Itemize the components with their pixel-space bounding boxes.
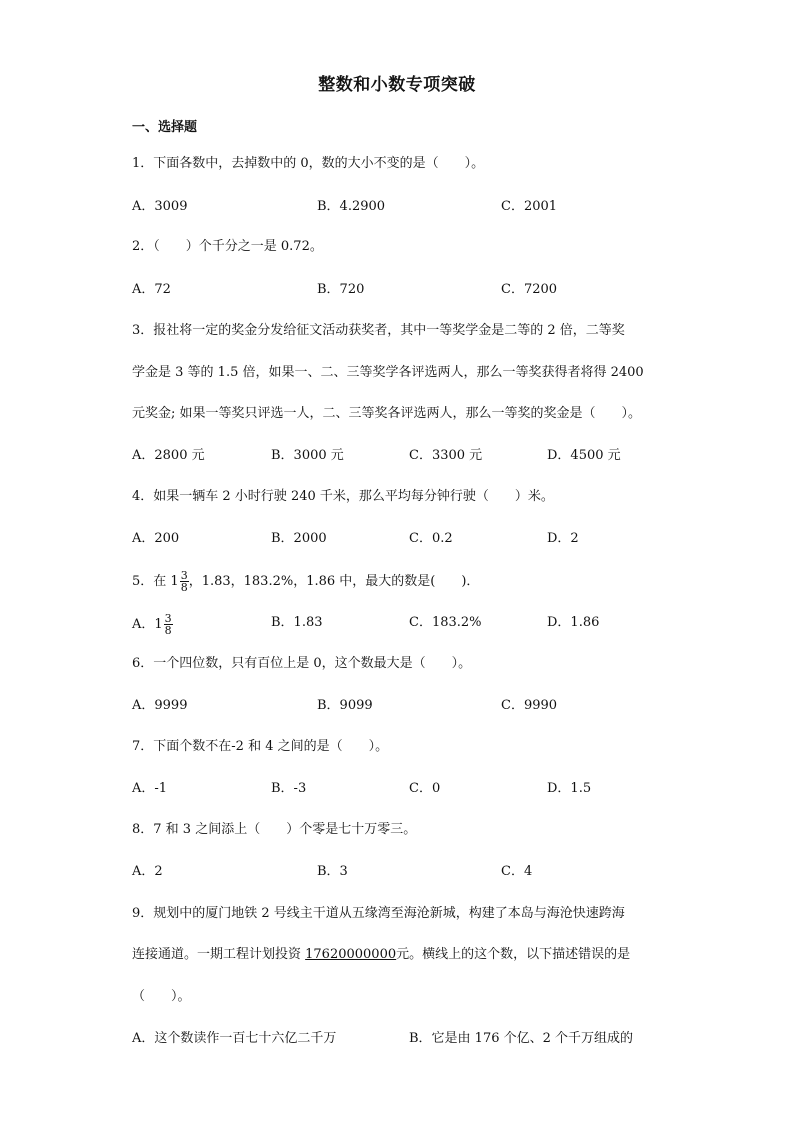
question-2-option-a: A．72	[132, 282, 171, 297]
question-4-option-b: B．2000	[271, 531, 327, 546]
question-5-option-c: C．183.2%	[409, 615, 482, 630]
question-5-fraction	[180, 570, 189, 593]
question-6-stem: 6．一个四位数，只有百位上是 0，这个数最大是（ ）。	[132, 656, 472, 671]
question-5-stem	[132, 570, 479, 593]
question-3-stem-line-1: 3．报社将一定的奖金分发给征文活动获奖者，其中一等奖学金是二等的 2 倍，二等奖	[132, 323, 625, 338]
fraction-numerator: 3	[180, 569, 188, 582]
question-1-stem: 1．下面各数中，去掉数中的 0，数的大小不变的是（ ）。	[132, 156, 485, 171]
question-7-stem: 7．下面个数不在-2 和 4 之间的是（ ）。	[132, 739, 389, 754]
question-9-option-b: B．它是由 176 个亿、2 个千万组成的	[409, 1031, 634, 1046]
question-7-option-d: D．1.5	[547, 781, 592, 796]
question-3-stem-line-2: 学金是 3 等的 1.5 倍，如果一、二、三等奖学各评选两人，那么一等奖获得者将得 2400	[132, 365, 644, 380]
question-9-stem-line-1: 9．规划中的厦门地铁 2 号线主干道从五缘湾至海沧新城，构建了本岛与海沧快速跨海	[132, 906, 625, 921]
section-heading: 一、选择题	[132, 120, 198, 135]
underlined-number: 17620000000	[305, 947, 397, 962]
question-9-line-2-suffix: 元。横线上的这个数，以下描述错误的是	[396, 947, 631, 962]
question-1-option-a: A．3009	[132, 199, 188, 214]
question-5-option-b: B．1.83	[271, 615, 323, 630]
question-5-option-a-fraction	[164, 613, 173, 636]
question-5-option-a	[132, 613, 173, 636]
question-4-option-d: D．2	[547, 531, 579, 546]
question-6-option-c: C．9990	[501, 698, 558, 713]
question-5-stem-prefix: 5．在 1	[132, 574, 179, 589]
page-title: 整数和小数专项突破	[318, 75, 476, 95]
question-3-option-c: C．3300 元	[409, 448, 483, 463]
question-3-option-a: A．2800 元	[132, 448, 205, 463]
question-2-option-c: C．7200	[501, 282, 558, 297]
question-5-stem-suffix: ，1.83，183.2%，1.86 中，最大的数是( )．	[188, 574, 480, 589]
question-3-stem-line-3: 元奖金; 如果一等奖只评选一人，二、三等奖各评选两人，那么一等奖的奖金是（ ）。	[132, 406, 642, 421]
question-8-stem: 8．7 和 3 之间添上（ ）个零是七十万零三。	[132, 822, 417, 837]
question-1-option-c: C．2001	[501, 199, 558, 214]
fraction-denominator: 8	[180, 581, 188, 594]
question-6-option-a: A．9999	[132, 698, 188, 713]
question-7-option-a: A．-1	[132, 781, 168, 796]
question-5-option-d: D．1.86	[547, 615, 600, 630]
question-2-option-b: B．720	[317, 282, 365, 297]
question-3-option-b: B．3000 元	[271, 448, 344, 463]
question-4-option-a: A．200	[132, 531, 180, 546]
question-6-option-b: B．9099	[317, 698, 373, 713]
question-7-option-b: B．-3	[271, 781, 307, 796]
fraction-denominator: 8	[164, 624, 172, 637]
question-8-option-a: A．2	[132, 864, 163, 879]
question-8-option-c: C．4	[501, 864, 533, 879]
question-4-option-c: C．0.2	[409, 531, 453, 546]
question-3-option-d: D．4500 元	[547, 448, 621, 463]
question-1-option-b: B．4.2900	[317, 199, 386, 214]
question-5-option-a-prefix: A．1	[132, 617, 163, 632]
question-9-option-a: A．这个数读作一百七十六亿二千万	[132, 1031, 337, 1046]
question-9-stem-line-2	[132, 946, 630, 964]
question-4-stem: 4．如果一辆车 2 小时行驶 240 千米，那么平均每分钟行驶（ ）米。	[132, 489, 554, 504]
question-9-stem-line-3: （ ）。	[132, 989, 191, 1004]
question-8-option-b: B．3	[317, 864, 348, 879]
question-2-stem: 2．（ ）个千分之一是 0.72。	[132, 239, 323, 254]
question-7-option-c: C．0	[409, 781, 441, 796]
fraction-numerator: 3	[164, 612, 172, 625]
question-9-line-2-prefix: 连接通道。一期工程计划投资	[132, 947, 306, 962]
